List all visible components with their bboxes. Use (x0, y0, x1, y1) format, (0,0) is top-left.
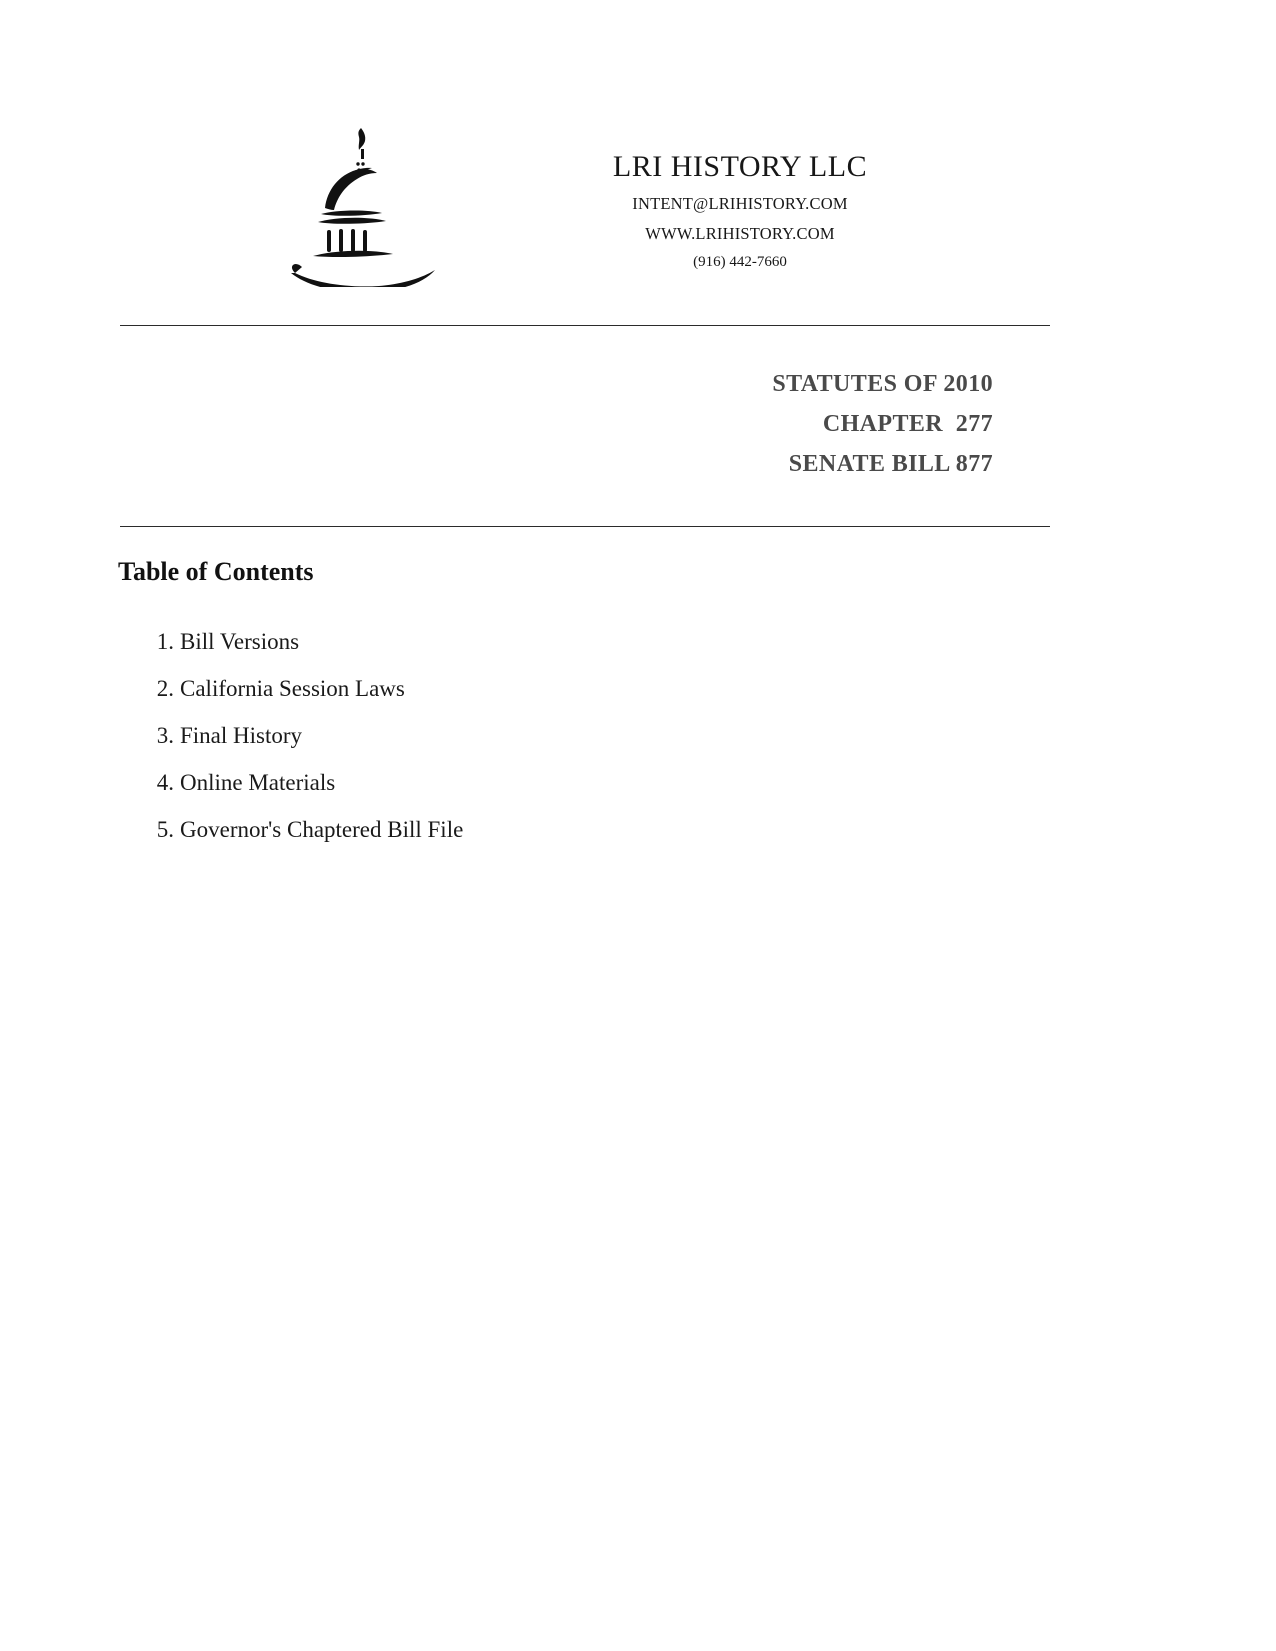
list-item-number: 5. (156, 817, 174, 842)
divider-bottom (120, 526, 1050, 527)
statutes-year: STATUTES OF 2010 (772, 371, 993, 397)
company-phone: (916) 442-7660 (693, 254, 787, 270)
bill-number: SENATE BILL 877 (788, 451, 993, 477)
list-item[interactable] (140, 618, 840, 665)
list-item-number: 3. (156, 723, 174, 748)
list-item-number: 2. (156, 676, 174, 701)
list-item-label: California Session Laws (180, 676, 405, 701)
table-of-contents-list (140, 618, 840, 853)
list-item-number: 4. (156, 770, 174, 795)
capitol-dome-icon (285, 122, 445, 287)
company-website: WWW.LRIHISTORY.COM (645, 223, 835, 243)
list-item-label: Online Materials (180, 770, 336, 795)
list-item-label: Bill Versions (180, 629, 300, 654)
company-name: LRI HISTORY LLC (612, 150, 868, 183)
list-item-number: 1. (156, 629, 174, 654)
list-item-label: Final History (180, 723, 303, 748)
list-item[interactable] (140, 712, 840, 759)
company-email: INTENT@LRIHISTORY.COM (632, 194, 848, 213)
list-item[interactable] (140, 665, 840, 712)
chapter-number: CHAPTER 277 (822, 411, 993, 437)
document-title-block (353, 364, 993, 484)
list-item[interactable] (140, 806, 840, 853)
list-item[interactable] (140, 759, 840, 806)
brand-block (470, 150, 1010, 270)
list-item-label: Governor's Chaptered Bill File (180, 817, 464, 842)
divider-top (120, 325, 1050, 326)
page-title: Table of Contents (118, 557, 314, 586)
letterhead (120, 112, 1050, 302)
